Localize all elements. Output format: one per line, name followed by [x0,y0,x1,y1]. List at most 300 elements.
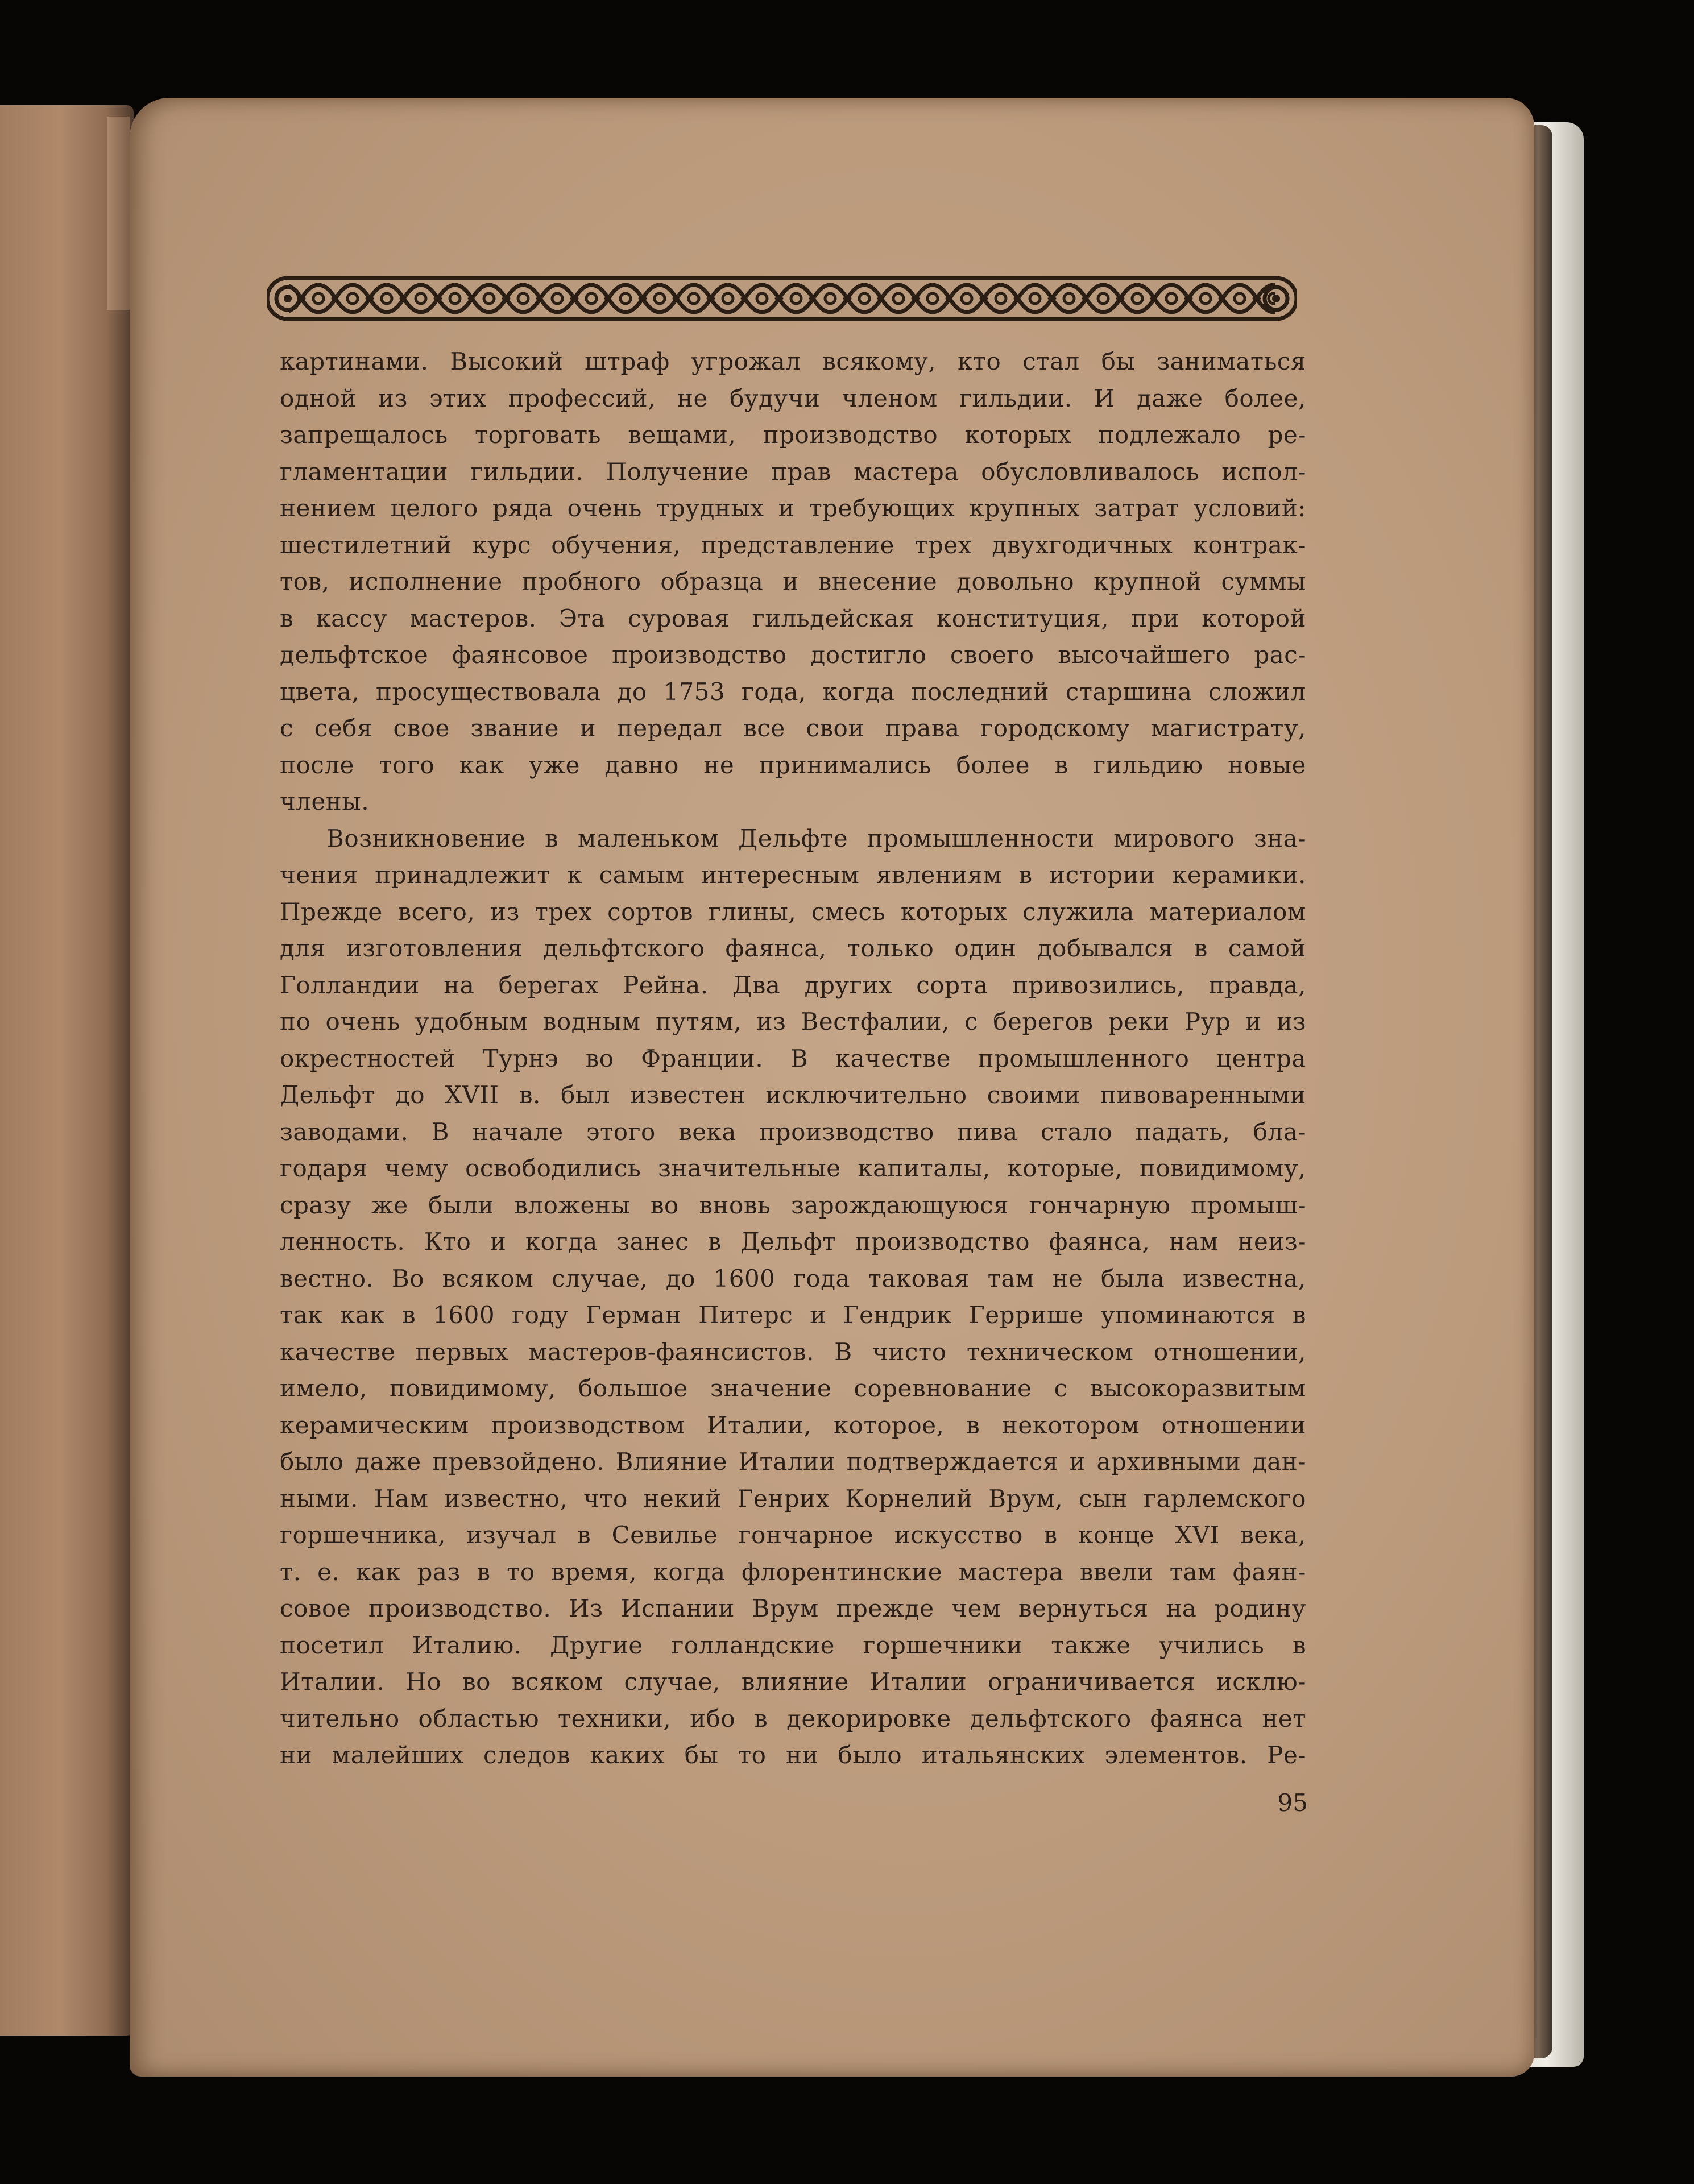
word: в [1292,1301,1306,1329]
word: декорировке [786,1704,951,1733]
word: изготовления [346,934,523,962]
word: исполнение [349,567,503,595]
word: занес [616,1228,689,1255]
word: гильдейская [752,604,914,632]
word: обусловливалось [981,457,1199,486]
word: представление [701,531,894,559]
word: суммы [1221,567,1306,595]
word: более [956,751,1030,779]
word: соревнование [854,1374,1032,1402]
word: прав [771,457,831,486]
word: сложил [1208,677,1306,706]
word: неиз- [1237,1228,1306,1255]
word: центра [1216,1044,1306,1072]
word: малейших [332,1741,464,1769]
word: дельфтского [543,934,705,962]
word: конституция, [937,604,1109,632]
word: Испании [620,1594,735,1622]
word: дельфтское [280,641,429,669]
word: исключительно [765,1081,967,1109]
word: всего, [397,897,475,926]
word: фаянса [1150,1704,1244,1733]
word: маленьком [577,824,719,852]
word: как [340,1301,386,1329]
word: не [703,751,735,779]
word: во [650,1191,679,1219]
word: Герман [585,1301,682,1329]
word: рас- [1254,641,1306,669]
word: первых [415,1337,509,1366]
word: явлениям [876,861,1002,889]
word: прежде [836,1594,934,1622]
word: звание [470,714,559,742]
word: все [743,714,785,742]
word: Во [391,1264,425,1292]
word: даже [1137,384,1203,412]
text-line [280,1261,1306,1298]
word: Дельфте [738,824,848,852]
word: с [280,714,294,742]
word: как [459,751,504,779]
word: раз [417,1557,461,1586]
word: других [804,971,892,999]
word: промышленности [867,824,1095,852]
word: одной [280,384,357,412]
word: Рур [1184,1008,1231,1035]
word: угрожал [691,347,801,375]
word: служила [1022,897,1134,926]
word: случае, [624,1668,720,1696]
word: влияние [741,1668,849,1696]
word: всякому, [822,347,937,375]
word: совое [280,1594,351,1622]
word: капиталы, [858,1154,991,1182]
word: берегах [498,971,599,999]
word: новые [1228,751,1306,779]
word: дан- [1252,1448,1306,1476]
word: требующих [809,494,955,522]
word: целого [390,494,478,522]
text-line [280,1554,1306,1591]
word: посетил [280,1631,384,1659]
word: же [371,1191,408,1219]
word: сорта [916,971,988,999]
word: из [1277,1008,1306,1035]
word: и [490,1228,507,1255]
word: некий [643,1484,722,1512]
word: нам [1169,1228,1219,1255]
word: вернуться [1018,1594,1149,1622]
word: отношении, [1153,1337,1306,1366]
word: для [280,934,326,962]
word: которых [900,897,1008,926]
word: при [1131,604,1179,632]
word: Врум, [988,1484,1063,1512]
word: И [1094,384,1115,412]
word: превзойдено. [432,1448,605,1476]
word: когда [822,677,895,706]
text-line [280,1737,1306,1774]
text-line [280,1701,1306,1738]
word: из [756,1008,786,1035]
word: Кто [424,1228,471,1255]
word: членом [842,384,938,412]
word: Дельфт [280,1081,375,1109]
word: Эта [558,604,606,632]
word: техники, [557,1704,672,1733]
word: ре- [1268,421,1306,449]
word: в [402,1301,416,1329]
word: принадлежит [375,861,550,889]
word: Другие [550,1631,643,1659]
word: Генрих [737,1484,830,1512]
word: бла- [1253,1117,1306,1146]
word: образца [660,567,764,595]
word: гарлемского [1143,1484,1306,1512]
word: гончарное [738,1521,874,1549]
word: там [1169,1557,1217,1586]
word: на [1166,1594,1197,1622]
word: к [567,861,583,889]
word: флорентинские [742,1557,943,1586]
word: свои [806,714,864,742]
word: не [1052,1264,1083,1292]
word: Высокий [450,347,564,375]
word: шестилетний [280,531,452,559]
text-line [280,894,1306,931]
word: случае, [551,1264,648,1292]
word: городскому [980,714,1130,742]
page-number: 95 [1277,1789,1308,1817]
word: года, [741,677,806,706]
word: члены. [280,788,370,815]
word: сортов [607,897,693,926]
word: высокоразвитым [1090,1374,1306,1402]
word: в [1043,1521,1058,1549]
word: В [834,1337,852,1366]
word: и [1069,1448,1086,1476]
word: которых [964,421,1072,449]
word: имело, [280,1374,367,1402]
text-line [280,1334,1306,1371]
word: Италию. [412,1631,522,1659]
word: Геррише [968,1301,1084,1329]
text-line [280,600,1306,637]
word: стал [1022,347,1080,375]
word: годаря [280,1154,368,1182]
word: штраф [585,347,670,375]
word: ибо [690,1704,736,1733]
word: окрестностей [280,1044,455,1072]
word: В [790,1044,809,1072]
word: областью [418,1704,540,1733]
text-line [280,563,1306,600]
word: Дельфт [740,1228,836,1255]
word: крупных [969,494,1080,522]
word: там [987,1264,1035,1292]
word: Рейна. [623,971,709,999]
word: 1600 [713,1264,776,1292]
word: мирового [1113,824,1235,852]
word: привозились, [1012,971,1185,999]
word: принимались [759,751,931,779]
word: в [280,604,294,632]
word: самым [599,861,685,889]
word: элементов. [1104,1741,1248,1769]
word: конце [1078,1521,1154,1549]
word: после [280,751,354,779]
text-line [280,380,1306,417]
word: известна, [1182,1264,1306,1292]
word: известен [630,1081,746,1109]
word: в [577,1521,591,1549]
word: мастера [854,457,959,486]
word: промышленного [978,1044,1190,1072]
word: с [1054,1374,1068,1402]
word: более, [1224,384,1306,412]
word: чему [384,1154,449,1182]
word: Из [568,1594,603,1622]
word: в [754,1704,768,1733]
word: старшина [1065,677,1192,706]
word: Два [732,971,781,999]
word: было [838,1741,902,1769]
word: когда [525,1228,598,1255]
word: ввели [1079,1557,1154,1586]
word: самой [1228,934,1306,962]
word: водным [542,1008,641,1035]
word: упоминаются [1100,1301,1275,1329]
word: во [462,1668,491,1696]
text-line [280,490,1306,527]
word: гильдии. [959,384,1072,412]
word: Прежде [280,897,383,926]
text-line [280,1297,1306,1334]
word: качестве [280,1337,396,1366]
word: В [431,1117,449,1146]
word: бы [1101,347,1136,375]
word: торговать [474,421,601,449]
text-line [280,1077,1306,1114]
text-line [280,1517,1306,1554]
word: контрак- [1192,531,1306,559]
word: права [885,714,960,742]
word: на [444,971,475,999]
word: испол- [1221,457,1306,486]
word: таковая [868,1264,970,1292]
word: зарождающуюся [790,1191,1009,1219]
word: чения [280,861,358,889]
word: сын [1078,1484,1128,1512]
word: мастера [958,1557,1064,1586]
word: года [793,1264,851,1292]
word: истории [1049,861,1155,889]
word: очень [325,1008,400,1035]
word: итальянских [921,1741,1086,1769]
word: курс [472,531,531,559]
word: даже [355,1448,421,1476]
word: и [1245,1008,1262,1035]
word: Турнэ [482,1044,559,1072]
word: подтверждается [846,1448,1058,1476]
word: некотором [1001,1411,1140,1439]
word: Влияние [615,1448,727,1476]
word: голландские [671,1631,835,1659]
word: до [395,1081,425,1109]
word: нет [1262,1704,1306,1733]
word: этих [429,384,487,412]
word: XVI [1175,1521,1220,1549]
word: гончарную [1029,1191,1171,1219]
word: вестно. [280,1264,374,1292]
word: подлежало [1098,421,1241,449]
word: каких [590,1741,665,1769]
word: Корнелий [845,1484,973,1512]
word: пивоваренными [1100,1081,1306,1109]
word: фаян- [1232,1557,1306,1586]
word: Гендрик [843,1301,952,1329]
word: производство [612,641,787,669]
text-line [280,637,1306,674]
word: что [583,1484,628,1512]
word: значительные [658,1154,841,1182]
word: бы [684,1741,719,1769]
word: Но [405,1668,442,1696]
word: были [428,1191,494,1219]
word: пробного [521,567,641,595]
word: изучал [466,1521,557,1549]
word: этого [586,1117,656,1146]
word: Врум [752,1594,819,1622]
word: тов, [280,567,330,595]
facing-page-edge [0,105,134,2036]
word: добывался [1037,934,1174,962]
word: всяком [511,1668,603,1696]
word: которой [1202,604,1306,632]
body-text [280,343,1306,1774]
word: в [1054,751,1068,779]
text-line [280,1114,1306,1151]
text-line [280,967,1306,1004]
word: т. [280,1557,301,1586]
word: освободились [465,1154,641,1182]
word: в [1194,934,1208,962]
word: вложены [514,1191,631,1219]
word: суровая [628,604,730,632]
word: и [810,1301,826,1329]
text-line [280,1627,1306,1664]
word: давно [604,751,679,779]
word: ни [280,1741,312,1769]
text-line [280,1370,1306,1407]
word: которые, [1007,1154,1123,1182]
word: века, [1240,1521,1306,1549]
text-line [280,1004,1306,1041]
text-line [280,784,1306,820]
word: падать, [1135,1117,1231,1146]
word: запрещалось [280,421,448,449]
word: производство. [368,1594,552,1622]
word: удобным [415,1008,528,1035]
word: века [678,1117,736,1146]
word: ни [786,1741,818,1769]
word: XVII [445,1081,499,1109]
word: в. [519,1081,541,1109]
text-line [280,1041,1306,1078]
word: гильдии. [470,457,584,486]
word: большое [578,1374,688,1402]
text-line [280,1664,1306,1701]
word: мастеров-фаянсистов. [528,1337,814,1366]
word: обучения, [551,531,681,559]
word: до [665,1264,696,1292]
word: правда, [1208,971,1306,999]
word: высочайшего [1058,641,1231,669]
word: повидимому, [389,1374,556,1402]
text-line [280,747,1306,784]
text-line [280,1150,1306,1187]
word: заниматься [1157,347,1306,375]
word: и [579,714,597,742]
word: промыш- [1190,1191,1306,1219]
word: качестве [835,1044,951,1072]
word: горшечника, [280,1521,446,1549]
word: Италии [738,1448,836,1476]
word: керамики. [1172,861,1306,889]
word: смесь [811,897,885,926]
word: в [1018,861,1033,889]
text-line [280,857,1306,894]
text-line [280,417,1306,454]
word: путям, [655,1008,742,1035]
word: до [617,677,647,706]
word: Нам [374,1484,429,1512]
word: внесение [818,567,938,595]
word: довольно [956,567,1075,595]
word: сразу [280,1191,351,1219]
word: Севилье [611,1521,718,1549]
word: магистрату, [1150,714,1306,742]
word: исклю- [1216,1668,1306,1696]
word: с [964,1008,979,1035]
word: также [1051,1631,1131,1659]
ornamental-header-band [267,276,1297,321]
word: Возникновение [326,824,526,852]
word: один [954,934,1017,962]
word: Ре- [1267,1741,1306,1769]
text-line [280,527,1306,564]
word: ными. [280,1484,358,1512]
text-line [280,1590,1306,1627]
word: Италии, [706,1411,812,1439]
word: производство [759,1117,934,1146]
word: картинами. [280,347,429,375]
word: ленность. [280,1228,405,1255]
word: мастеров. [409,604,537,632]
word: того [379,751,435,779]
word: в [1292,1631,1306,1659]
word: фаянса, [725,934,827,962]
word: из [490,897,520,926]
word: заводами. [280,1117,409,1146]
word: материалом [1149,897,1306,926]
word: нением [280,494,376,522]
word: время, [551,1557,637,1586]
word: достигло [810,641,927,669]
word: которое, [833,1411,945,1439]
word: кассу [316,604,388,632]
text-line [280,343,1306,380]
